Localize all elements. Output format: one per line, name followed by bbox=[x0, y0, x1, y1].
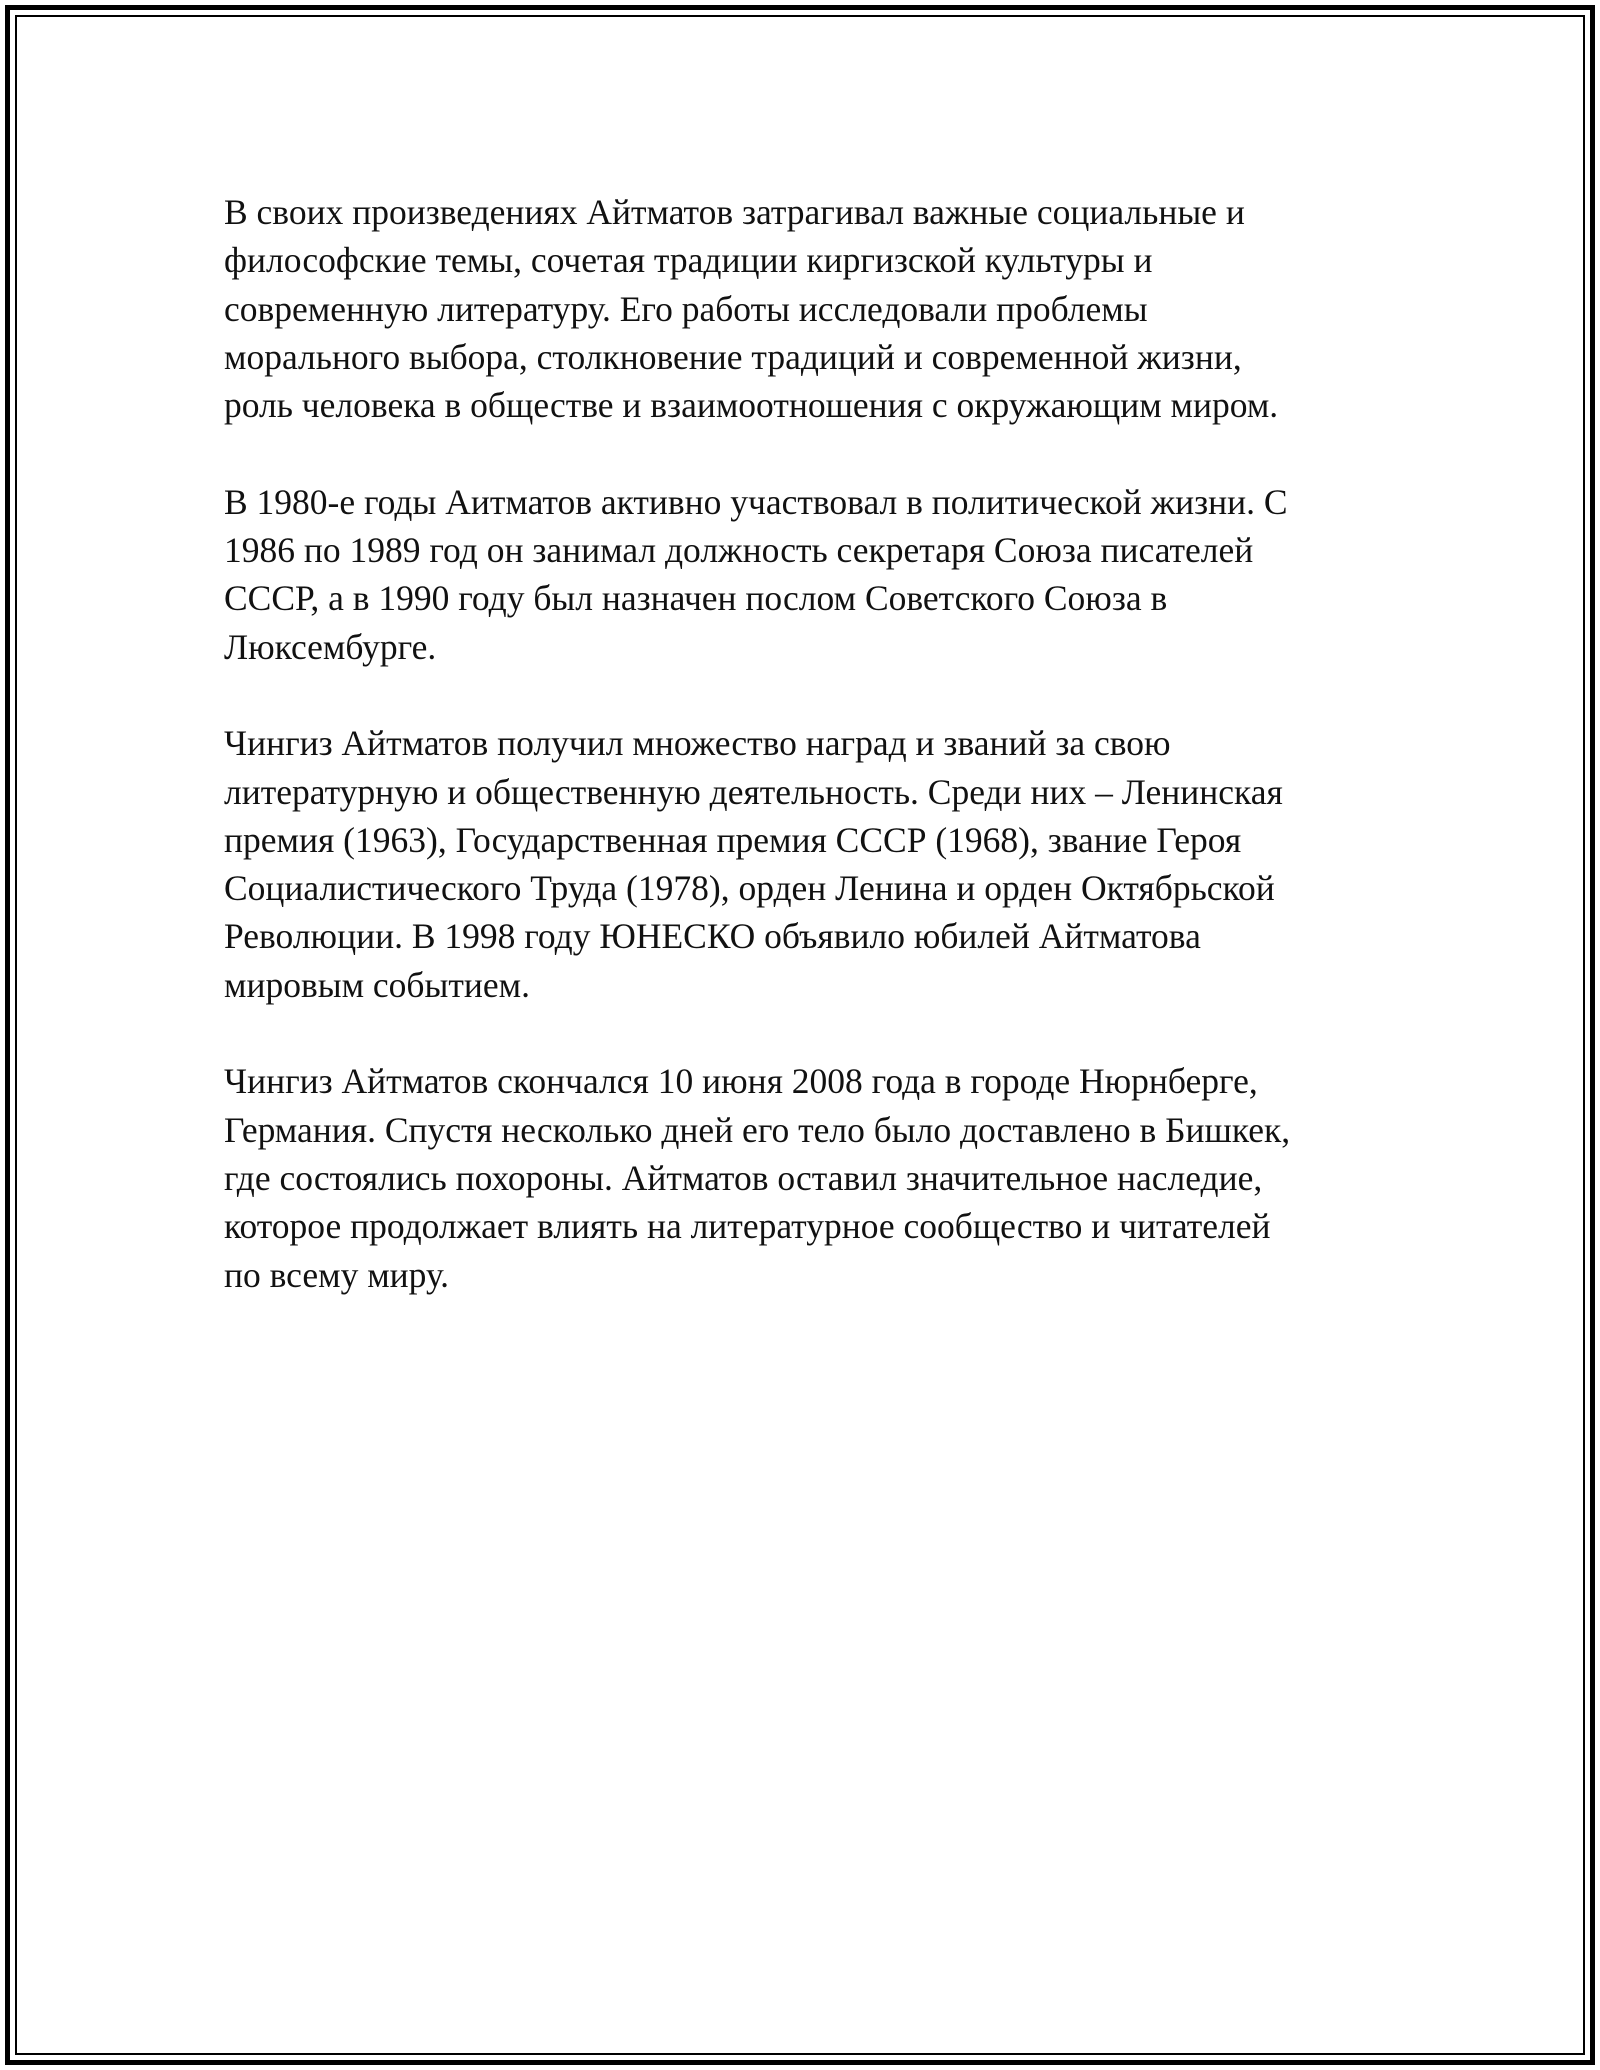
paragraph-political-career: В 1980-е годы Аитматов активно участвовал в политической жизни. С 1986 по 1989 год он занимал должность секретаря Союза писателей СССР, а в 1990 году был назначен послом Советского Союза в Люксембурге. bbox=[224, 481, 1288, 667]
paragraph-death-legacy: Чингиз Айтматов скончался 10 июня 2008 года в городе Нюрнберге, Германия. Спустя несколько дней его тело было доставлено в Бишкек, где состоялись похороны. Айтматов оставил значительное наследие, которое продолжает влиять на литературное сообщество и читателей по всему миру. bbox=[224, 1061, 1291, 1295]
document-body bbox=[224, 188, 1364, 1347]
paragraph-awards: Чингиз Айтматов получил множество наград и званий за свою литературную и общественную деятельность. Среди них – Ленинская премия (1963), Государственная премия СССР (1968), звание Героя Социалистического Труда (1978), орден Ленина и орден Октябрьской Революции. В 1998 году ЮНЕСКО объявило юбилей Айтматова мировым событием. bbox=[224, 723, 1283, 1005]
paragraph-themes: В своих произведениях Айтматов затрагивал важные социальные и философские темы, сочетая традиции киргизской культуры и современную литературу. Его работы исследовали проблемы морального выбора, столкновение традиций и современной жизни, роль человека в обществе и взаимоотношения с окружающим миром. bbox=[224, 192, 1279, 426]
